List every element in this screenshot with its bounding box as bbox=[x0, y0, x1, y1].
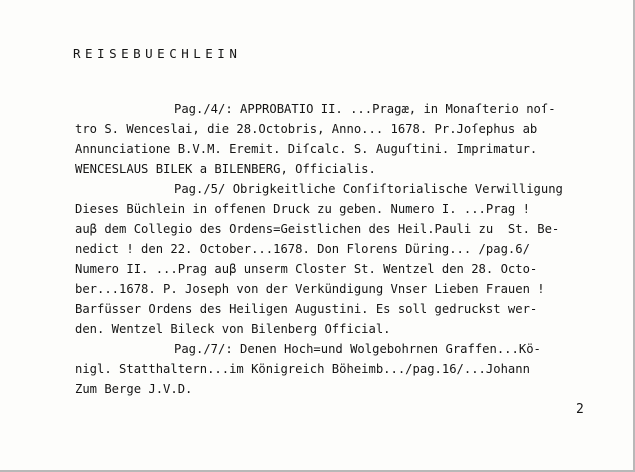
document-title: REISEBUECHLEIN bbox=[73, 46, 242, 61]
text-line: den. Wentzel Bileck von Bilenberg Official. bbox=[75, 322, 391, 336]
text-line: Pag./5/ Obrigkeitliche Conſiſtorialische Verwilligung bbox=[174, 182, 563, 196]
page-number: 2 bbox=[576, 402, 584, 417]
text-line: Zum Berge J.V.D. bbox=[75, 382, 193, 396]
text-line: nedict ! den 22. October...1678. Don Florens Düring... /pag.6/ bbox=[75, 242, 530, 256]
text-line: nigl. Statthaltern...im Königreich Böheimb.../pag.16/...Johann bbox=[75, 362, 530, 376]
text-line: Pag./4/: APPROBATIO II. ...Pragæ, in Monaſterio noſ- bbox=[174, 102, 556, 116]
text-line: ber...1678. P. Joseph von der Verkündigung Vnser Lieben Frauen ! bbox=[75, 282, 545, 296]
text-line: Numero II. ...Prag auβ unserm Closter St. Wentzel den 28. Octo- bbox=[75, 262, 538, 276]
text-line: Pag./7/: Denen Hoch=und Wolgebohrnen Graffen...Kö- bbox=[174, 342, 541, 356]
text-line: WENCESLAUS BILEK a BILENBERG, Officialis. bbox=[75, 162, 376, 176]
text-line: tro S. Wenceslai, die 28.Octobris, Anno... 1678. Pr.Joſephus ab bbox=[75, 122, 538, 136]
text-line: auβ dem Collegio des Ordens=Geistlichen des Heil.Pauli zu St. Be- bbox=[75, 222, 560, 236]
text-line: Barfüsser Ordens des Heiligen Augustini. Es soll gedruckst wer- bbox=[75, 302, 538, 316]
text-line: Annunciatione B.V.M. Eremit. Diſcalc. S. Auguſtini. Imprimatur. bbox=[75, 142, 538, 156]
text-line: Dieses Büchlein in offenen Druck zu geben. Numero I. ...Prag ! bbox=[75, 202, 530, 216]
